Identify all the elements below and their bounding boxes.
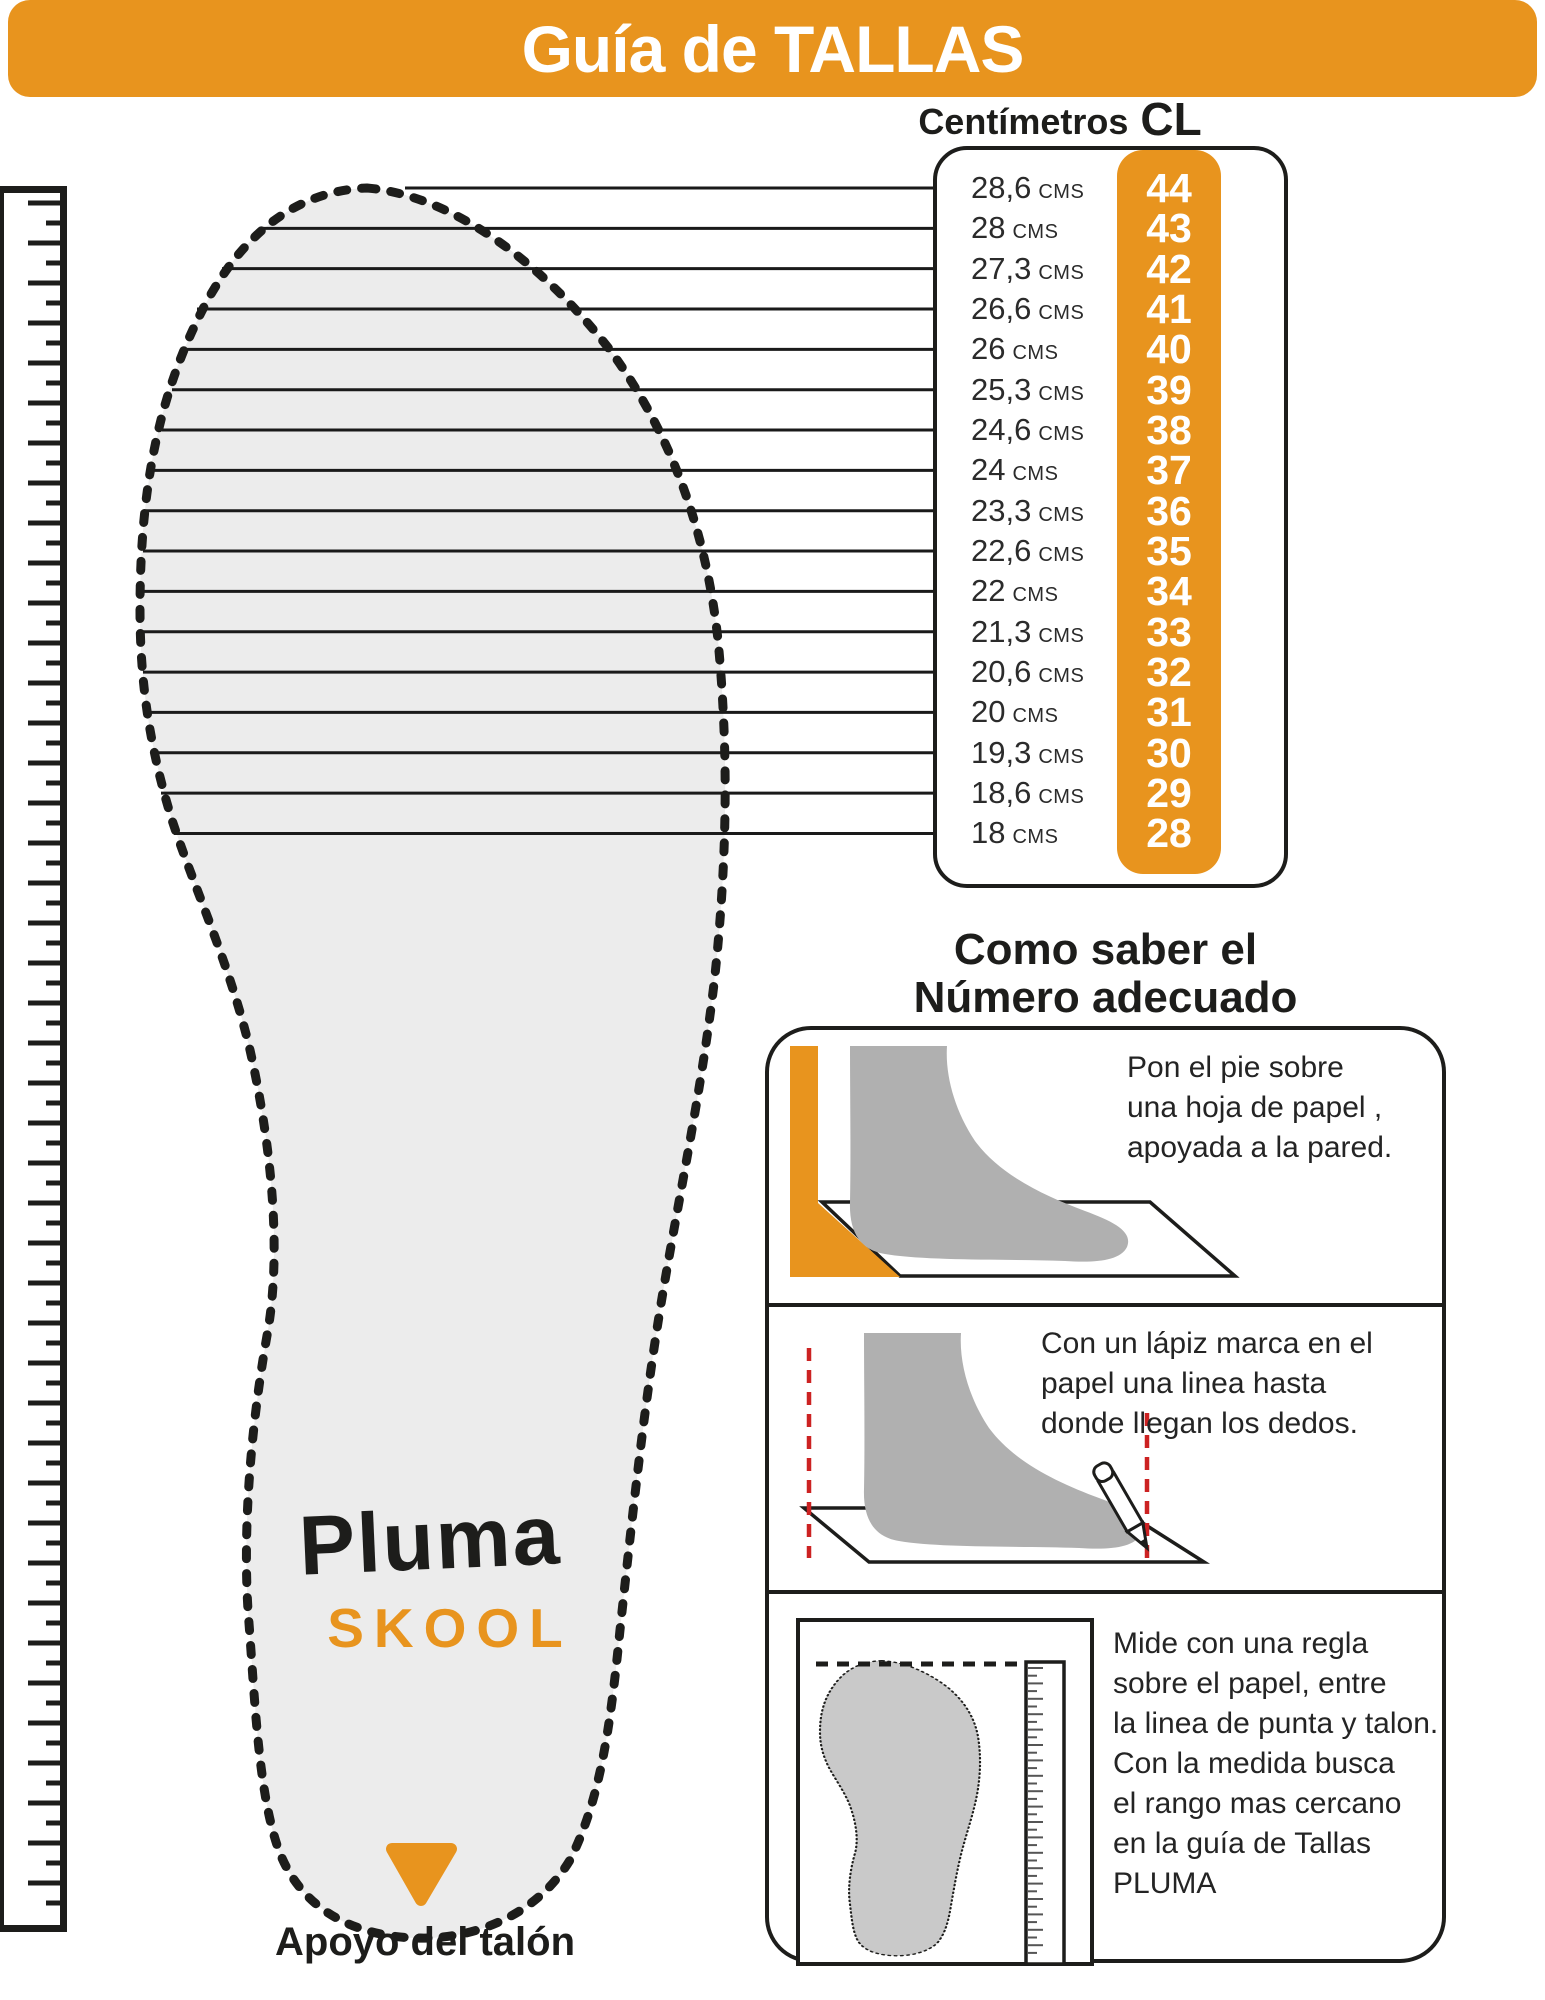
size-value: 34 [1146,568,1192,615]
size-value: 35 [1146,528,1192,575]
size-table [933,146,1288,888]
panel-divider-1 [769,1303,1442,1307]
size-table-row [937,245,1284,292]
size-table-row [937,689,1284,736]
cm-unit: CMS [1038,382,1085,405]
cm-value: 27,3 CMS [971,250,1085,286]
step-text-line: Mide con una regla [1113,1627,1369,1660]
column-header-cm: Centímetros [918,101,1129,142]
cm-value: 22,6 CMS [971,533,1085,569]
brand-skool: SKOOL [327,1597,573,1659]
size-table-row [937,165,1284,211]
step-2-pencil-text [1041,1324,1373,1444]
size-value: 36 [1146,487,1192,534]
cm-value: 28,6 CMS [971,170,1085,205]
step-1-wall-text [1127,1048,1392,1168]
cm-value: 22 CMS [971,573,1059,609]
heel-support-label: Apoyo del talón [275,1920,575,1964]
size-value: 38 [1146,407,1192,454]
size-value: 42 [1146,245,1192,292]
size-value: 41 [1146,286,1192,333]
size-table-row [937,487,1284,534]
size-value: 33 [1146,608,1192,655]
cm-unit: CMS [1038,261,1085,284]
step-3-ruler-illustration [794,1612,1126,1972]
step-text-line: Pon el pie sobre [1127,1051,1344,1084]
cm-value: 18 CMS [971,815,1059,851]
step-text-line: la linea de punta y talon. [1113,1707,1439,1740]
cm-value: 26 CMS [971,331,1059,367]
size-value: 44 [1146,165,1192,211]
size-table-row [937,205,1284,252]
step-text-line: el rango mas cercano [1113,1787,1402,1820]
cm-unit: CMS [1012,342,1059,365]
size-value: 40 [1146,326,1192,373]
step-text-line: Con la medida busca [1113,1747,1395,1780]
cm-unit: CMS [1038,423,1085,446]
cm-unit: CMS [1038,302,1085,325]
cm-value: 19,3 CMS [971,734,1085,770]
size-value: 31 [1146,689,1192,736]
step-text-line: Con un lápiz marca en el [1041,1327,1373,1360]
cm-value: 24 CMS [971,452,1059,488]
step-text-line: sobre el papel, entre [1113,1667,1387,1700]
size-table-row [937,770,1284,817]
size-value: 37 [1146,447,1192,494]
cm-unit: CMS [1012,826,1059,849]
size-table-row [937,810,1284,857]
step-text-line: apoyada a la pared. [1127,1131,1393,1164]
panel-divider-2 [769,1590,1442,1594]
size-table-row [937,528,1284,575]
cm-value: 24,6 CMS [971,412,1085,448]
size-value: 39 [1146,366,1192,413]
size-table-row [937,326,1284,373]
brand-pluma: Pluma [297,1487,563,1593]
cm-value: 20 CMS [971,694,1059,730]
size-table-row [937,447,1284,494]
size-value: 29 [1146,770,1192,817]
howto-panel [765,1026,1446,1963]
insole-fill [140,188,725,1938]
ruler-icon [0,186,67,1932]
size-table-row [937,568,1284,615]
cm-unit: CMS [1038,745,1085,768]
size-table-row [937,407,1284,454]
cm-unit: CMS [1038,544,1085,567]
step-text-line: donde llegan los dedos. [1041,1407,1358,1440]
cm-value: 23,3 CMS [971,492,1085,528]
size-value: 43 [1146,205,1192,252]
size-table-row [937,649,1284,696]
cm-value: 20,6 CMS [971,654,1085,690]
step-text-line: una hoja de papel , [1127,1091,1383,1124]
cm-value: 25,3 CMS [971,371,1085,407]
cm-unit: CMS [1038,503,1085,526]
howto-title-line2: Número adecuado [913,973,1298,1022]
cm-unit: CMS [1012,584,1059,607]
step-text-line: papel una linea hasta [1041,1367,1327,1400]
size-value: 28 [1146,810,1192,857]
size-table-row [937,729,1284,776]
size-table-row [937,286,1284,333]
cm-unit: CMS [1012,705,1059,728]
size-value: 32 [1146,649,1192,696]
cm-unit: CMS [1012,463,1059,486]
howto-title [765,926,1446,1022]
step-text-line: en la guía de Tallas PLUMA [1113,1827,1371,1900]
howto-title-line1: Como saber el [953,925,1258,974]
cm-unit: CMS [1038,624,1085,647]
foot-icon [850,1046,1128,1262]
cm-unit: CMS [1038,181,1085,203]
cm-unit: CMS [1038,786,1085,809]
wall-icon [790,1046,818,1277]
cm-value: 26,6 CMS [971,291,1085,327]
size-value: 30 [1146,729,1192,776]
size-table-row [937,366,1284,413]
cm-value: 21,3 CMS [971,613,1085,649]
step-3-ruler-text [1113,1624,1442,1904]
column-header-size: CL [1140,92,1202,145]
table-column-headers [905,92,1215,145]
cm-unit: CMS [1038,665,1085,688]
cm-unit: CMS [1012,221,1059,244]
size-table-row [937,608,1284,655]
cm-value: 18,6 CMS [971,775,1085,811]
cm-value: 28 CMS [971,210,1059,246]
page-title: Guía de TALLAS [521,11,1024,86]
